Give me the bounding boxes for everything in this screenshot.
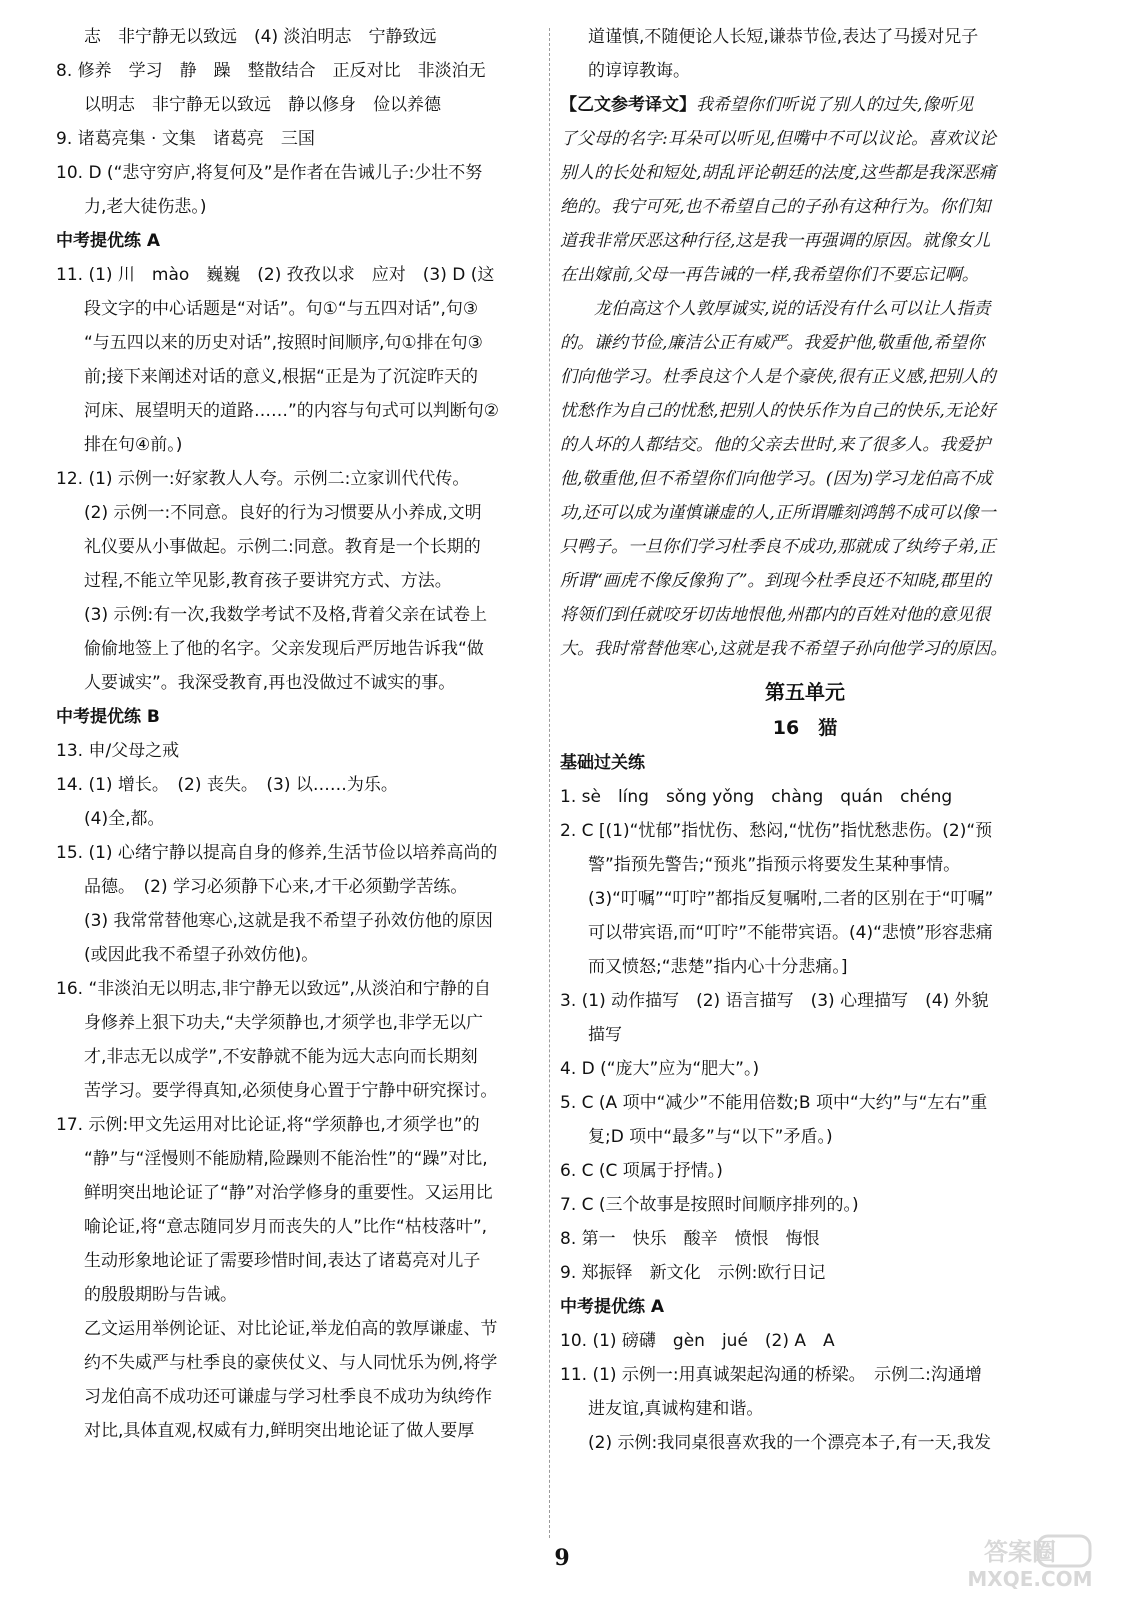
text-line: 以明志 非宁静无以致远 静以修身 俭以养德 xyxy=(84,95,441,115)
text-line: “与五四以来的历史对话”,按照时间顺序,句①排在句③ xyxy=(84,333,483,353)
text-line: 大。我时常替他寒心,这就是我不希望子孙向他学习的原因。 xyxy=(560,639,1008,659)
text-line: 喻论证,将“意志随同岁月而丧失的人”比作“枯枝落叶”, xyxy=(84,1217,488,1237)
text-line: 的人坏的人都结交。他的父亲去世时,来了很多人。我爱护 xyxy=(560,435,991,455)
text-line: 身修养上狠下功夫,“夫学须静也,才须学也,非学无以广 xyxy=(84,1013,484,1033)
section-heading: 中考提优练 A xyxy=(56,231,161,251)
text-line: 道谨慎,不随便论人长短,谦恭节俭,表达了马援对兄子 xyxy=(588,27,979,47)
text-line: 而又愤怒;“悲楚”指内心十分悲痛。] xyxy=(588,957,848,977)
lesson-title: 16 猫 xyxy=(772,717,838,739)
text-line: 前;接下来阐述对话的意义,根据“正是为了沉淀昨天的 xyxy=(84,367,478,387)
text-line: 所谓“画虎不像反像狗了”。到现今杜季良还不知晓,郡里的 xyxy=(560,571,991,591)
answer-13: 13. 申/父母之戒 xyxy=(56,741,180,761)
text-line: 品德。 (2) 学习必须静下心来,才干必须勤学苦练。 xyxy=(84,877,468,897)
answer-10: 10. D (“悲守穷庐,将复何及”是作者在告诫儿子:少壮不努 xyxy=(56,163,483,183)
text-line: 生动形象地论证了需要珍惜时间,表达了诸葛亮对儿子 xyxy=(84,1251,481,1271)
watermark-text: 答案圈 xyxy=(984,1538,1056,1566)
text-line: 们向他学习。杜季良这个人是个豪侠,很有正义感,把别人的 xyxy=(560,367,996,387)
column-divider xyxy=(549,28,550,1538)
text-line: 的。谦约节俭,廉洁公正有威严。我爱护他,敬重他,希望你 xyxy=(560,333,985,353)
text-line: (3) 示例:有一次,我数学考试不及格,背着父亲在试卷上 xyxy=(84,605,488,625)
answer-5: 5. C (A 项中“减少”不能用倍数;B 项中“大约”与“左右”重 xyxy=(560,1093,988,1113)
answer-2: 2. C [(1)“忧郁”指忧伤、愁闷,“忧伤”指忧愁悲伤。(2)“预 xyxy=(560,821,993,841)
watermark-url: MXQE.COM xyxy=(967,1567,1093,1591)
text-line: 才,非志无以成学”,不安静就不能为远大志向而长期刻 xyxy=(84,1047,478,1067)
unit-title: 第五单元 xyxy=(765,680,845,704)
text-line: 别人的长处和短处,胡乱评论朝廷的法度,这些都是我深恶痛 xyxy=(560,163,996,183)
section-heading: 基础过关练 xyxy=(560,753,645,773)
answer-8: 8. 修养 学习 静 躁 整散结合 正反对比 非淡泊无 xyxy=(56,61,486,81)
text-line: (2) 示例一:不同意。良好的行为习惯要从小养成,文明 xyxy=(84,503,482,523)
text-line: 进友谊,真诚构建和谐。 xyxy=(588,1399,764,1419)
text-line: 段文字的中心话题是“对话”。句①“与五四对话”,句③ xyxy=(84,299,479,319)
text-line: 偷偷地签上了他的名字。父亲发现后严厉地告诉我“做 xyxy=(84,639,484,659)
text-line: “静”与“淫慢则不能励精,险躁则不能治性”的“躁”对比, xyxy=(84,1149,488,1169)
answer-3: 3. (1) 动作描写 (2) 语言描写 (3) 心理描写 (4) 外貌 xyxy=(560,991,989,1011)
text-line: 人要诚实”。我深受教育,再也没做过不诚实的事。 xyxy=(84,673,456,693)
watermark-logo-graphic xyxy=(930,1534,1102,1592)
answer-6: 6. C (C 项属于抒情。) xyxy=(560,1161,723,1181)
text-line: (3) 我常常替他寒心,这就是我不希望子孙效仿他的原因 xyxy=(84,911,493,931)
text-line: 河床、展望明天的道路……”的内容与句式可以判断句② xyxy=(84,401,500,421)
text-line: 礼仪要从小事做起。示例二:同意。教育是一个长期的 xyxy=(84,537,481,557)
watermark-logo xyxy=(930,1534,1102,1592)
answer-8: 8. 第一 快乐 酸辛 愤恨 悔恨 xyxy=(560,1229,820,1249)
answer-17: 17. 示例:甲文先运用对比论证,将“学须静也,才须学也”的 xyxy=(56,1115,480,1135)
text-line: 排在句④前。) xyxy=(84,435,183,455)
answer-9: 9. 郑振铎 新文化 示例:欧行日记 xyxy=(560,1263,826,1283)
text-line: 忧愁作为自己的忧愁,把别人的快乐作为自己的快乐,无论好 xyxy=(560,401,996,421)
section-heading: 中考提优练 A xyxy=(560,1297,665,1317)
text-line: 警”指预先警告;“预兆”指预示将要发生某种事情。 xyxy=(588,855,961,875)
text-line: 将领们到任就咬牙切齿地恨他,州郡内的百姓对他的意见很 xyxy=(560,605,991,625)
answer-11: 11. (1) 示例一:用真诚架起沟通的桥梁。 示例二:沟通增 xyxy=(560,1365,982,1385)
answer-10: 10. (1) 磅礴 gèn jué (2) A A xyxy=(560,1331,835,1351)
text-line: 龙伯高这个人敦厚诚实,说的话没有什么可以让人指责 xyxy=(594,299,991,319)
translation-label: 【乙文参考译文】 xyxy=(560,95,696,115)
text-line: 鲜明突出地论证了“静”对治学修身的重要性。又运用比 xyxy=(84,1183,493,1203)
answer-15: 15. (1) 心绪宁静以提高自身的修养,生活节俭以培养高尚的 xyxy=(56,843,498,863)
text-line: 道我非常厌恶这种行径,这是我一再强调的原因。就像女儿 xyxy=(560,231,991,251)
text-line: 可以带宾语,而“叮咛”不能带宾语。(4)“悲愤”形容悲痛 xyxy=(588,923,993,943)
text-line: 他,敬重他,但不希望你们向他学习。(因为)学习龙伯高不成 xyxy=(560,469,993,489)
text-line: 习龙伯高不成功还可谦虚与学习杜季良不成功为纨绔作 xyxy=(84,1387,492,1407)
text-line: 力,老大徒伤悲。) xyxy=(84,197,207,217)
text-line: 的殷殷期盼与告诫。 xyxy=(84,1285,237,1305)
text-line: 过程,不能立竿见影,教育孩子要讲究方式、方法。 xyxy=(84,571,452,591)
text-line: 了父母的名字:耳朵可以听见,但嘴中不可以议论。喜欢议论 xyxy=(560,129,997,149)
text-line: 绝的。我宁可死,也不希望自己的子孙有这种行为。你们知 xyxy=(560,197,991,217)
text-line: 只鸭子。一旦你们学习杜季良不成功,那就成了纨绔子弟,正 xyxy=(560,537,996,557)
answer-4: 4. D (“庞大”应为“肥大”。) xyxy=(560,1059,760,1079)
translation-paragraph xyxy=(560,88,1050,122)
text-line: 乙文运用举例论证、对比论证,举龙伯高的敦厚谦虚、节 xyxy=(84,1319,498,1339)
answer-1: 1. sè líng sǒng yǒng chàng quán chéng xyxy=(560,787,953,807)
page-number: 9 xyxy=(554,1545,570,1571)
text-line: 功,还可以成为谨慎谦虚的人,正所谓雕刻鸿鹄不成可以像一 xyxy=(560,503,996,523)
text-line: 约不失威严与杜季良的豪侠仗义、与人同忧乐为例,将学 xyxy=(84,1353,498,1373)
answer-14: 14. (1) 增长。 (2) 丧失。 (3) 以……为乐。 xyxy=(56,775,398,795)
left-column xyxy=(56,20,542,1448)
translation-text: 我希望你们听说了别人的过失,像听见 xyxy=(696,95,974,115)
text-line: (3)“叮嘱”“叮咛”都指反复嘱咐,二者的区别在于“叮嘱” xyxy=(588,889,994,909)
answer-11: 11. (1) 川 mào 巍巍 (2) 孜孜以求 应对 (3) D (这 xyxy=(56,265,495,285)
text-line: 复;D 项中“最多”与“以下”矛盾。) xyxy=(588,1127,833,1147)
text-line: 苦学习。要学得真知,必须使身心置于宁静中研究探讨。 xyxy=(84,1081,498,1101)
answer-9: 9. 诸葛亮集 · 文集 诸葛亮 三国 xyxy=(56,129,315,149)
answer-12: 12. (1) 示例一:好家教人人夸。示例二:立家训代代传。 xyxy=(56,469,470,489)
text-line: (或因此我不希望子孙效仿他)。 xyxy=(84,945,319,965)
right-column xyxy=(560,20,1050,1460)
text-line: 描写 xyxy=(588,1025,622,1045)
text-line: 对比,具体直观,权威有力,鲜明突出地论证了做人要厚 xyxy=(84,1421,475,1441)
text-line: 志 非宁静无以致远 (4) 淡泊明志 宁静致远 xyxy=(84,27,437,47)
text-line: 的谆谆教诲。 xyxy=(588,61,690,81)
answer-7: 7. C (三个故事是按照时间顺序排列的。) xyxy=(560,1195,859,1215)
section-heading: 中考提优练 B xyxy=(56,707,160,727)
text-line: (4)全,都。 xyxy=(84,809,165,829)
answer-16: 16. “非淡泊无以明志,非宁静无以致远”,从淡泊和宁静的自 xyxy=(56,979,491,999)
text-line: (2) 示例:我同桌很喜欢我的一个漂亮本子,有一天,我发 xyxy=(588,1433,992,1453)
text-line: 在出嫁前,父母一再告诫的一样,我希望你们不要忘记啊。 xyxy=(560,265,979,285)
